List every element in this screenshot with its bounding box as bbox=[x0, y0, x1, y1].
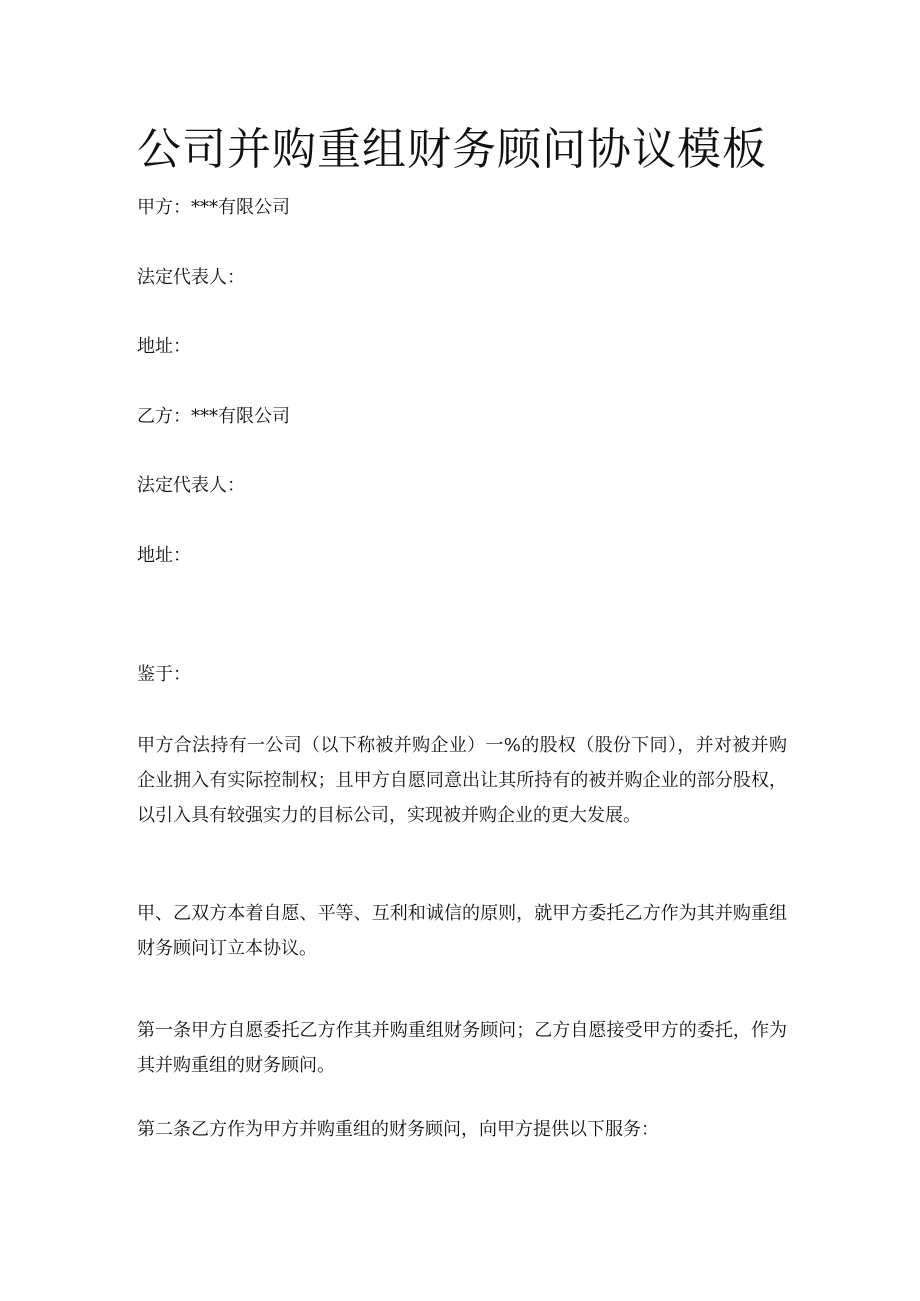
recital-paragraph-1: 甲方合法持有一公司（以下称被并购企业）一%的股权（股份下同），并对被并购企业拥入有实际控制权；且甲方自愿同意出让其所持有的被并购企业的部分股权，以引入具有较强实力的目标公司，实现被并购企业的更大发展。 bbox=[137, 735, 787, 826]
party-b-address-line: 地址： bbox=[137, 545, 191, 566]
party-a-representative-line: 法定代表人： bbox=[137, 267, 245, 288]
document-title: 公司并购重组财务顾问协议模板 bbox=[137, 124, 767, 175]
party-b-representative-line: 法定代表人： bbox=[137, 475, 245, 496]
party-a-address-line: 地址： bbox=[137, 336, 191, 357]
recital-paragraph-2: 甲、乙双方本着自愿、平等、互利和诚信的原则，就甲方委托乙方作为其并购重组财务顾问订立本协议。 bbox=[137, 903, 787, 959]
article-2-paragraph: 第二条乙方作为甲方并购重组的财务顾问，向甲方提供以下服务： bbox=[137, 1119, 659, 1140]
party-b-line: 乙方：***有限公司 bbox=[137, 406, 290, 427]
whereas-heading: 鉴于： bbox=[137, 664, 191, 685]
party-a-line: 甲方：***有限公司 bbox=[137, 197, 290, 218]
article-1-paragraph: 第一条甲方自愿委托乙方作其并购重组财务顾问；乙方自愿接受甲方的委托，作为其并购重组的财务顾问。 bbox=[137, 1020, 787, 1076]
